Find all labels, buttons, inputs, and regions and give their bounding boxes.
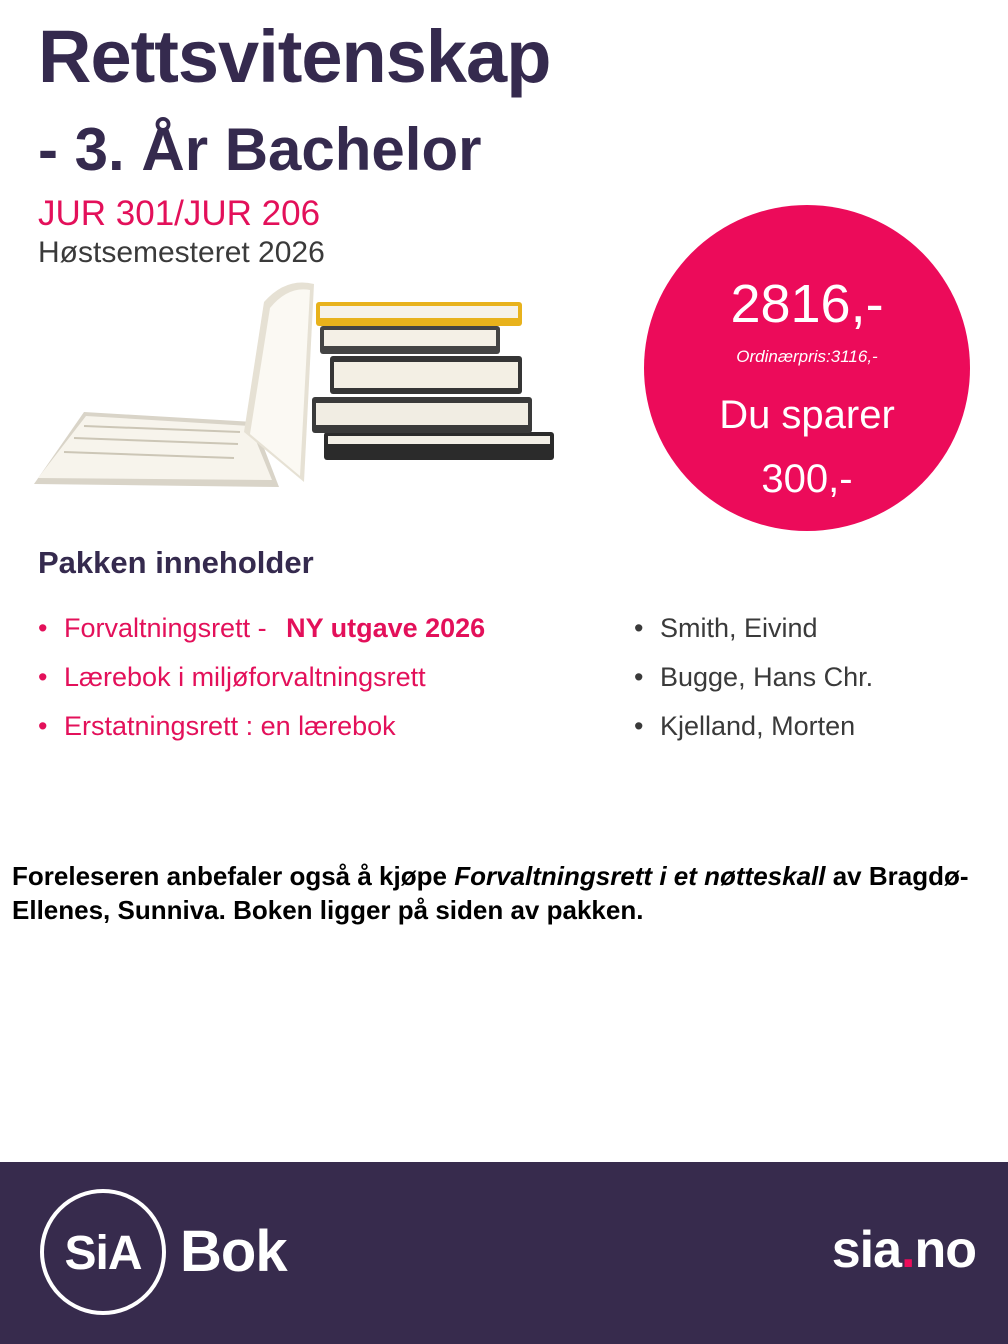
author-name: Kjelland, Morten [660, 711, 856, 741]
ordinary-price: Ordinærpris:3116,- [736, 347, 878, 366]
open-book [34, 282, 314, 487]
recommended-book-title: Forvaltningsrett i et nøtteskall [454, 861, 826, 891]
package-price: 2816,- [730, 274, 884, 334]
book-title: Forvaltningsrett - [64, 613, 275, 643]
logo-sia-text: SiA [64, 1227, 142, 1280]
course-code: JUR 301/JUR 206 [38, 194, 321, 233]
book-title: Lærebok i miljøforvaltningsrett [64, 662, 426, 692]
list-item [38, 611, 485, 660]
site-domain: no [914, 1221, 976, 1279]
list-item [634, 660, 873, 709]
list-item [38, 660, 485, 709]
list-item [38, 709, 485, 758]
recommendation-note [12, 860, 972, 928]
logo-bok-text: Bok [180, 1219, 287, 1284]
book-list [38, 611, 485, 758]
author-name: Bugge, Hans Chr. [660, 662, 874, 692]
site-link[interactable] [832, 1220, 976, 1280]
author-name: Smith, Eivind [660, 613, 818, 643]
bullet-icon: • [634, 711, 644, 741]
bullet-icon: • [634, 662, 644, 692]
book-stack-image [24, 272, 564, 492]
page-title: Rettsvitenskap [38, 15, 551, 98]
semester: Høstsemesteret 2026 [38, 236, 325, 269]
site-name: sia [831, 1221, 902, 1279]
page-subtitle: - 3. År Bachelor [38, 116, 482, 183]
note-text-before: Foreleseren anbefaler også å kjøpe [12, 861, 455, 891]
bullet-icon: • [38, 711, 48, 741]
savings-label: Du sparer [719, 393, 895, 437]
book-title: Erstatningsrett : en lærebok [64, 711, 396, 741]
closed-book-stack [312, 302, 554, 460]
savings-value: 300,- [761, 457, 853, 501]
package-heading: Pakken inneholder [38, 545, 314, 580]
bullet-icon: • [38, 613, 48, 643]
bullet-icon: • [634, 613, 644, 643]
bullet-icon: • [38, 662, 48, 692]
new-edition-badge: NY utgave 2026 [286, 613, 486, 643]
price-badge [644, 205, 970, 531]
site-dot: . [901, 1221, 915, 1279]
author-list [634, 611, 873, 758]
list-item [634, 611, 873, 660]
footer [0, 1162, 1008, 1344]
sia-logo-icon [40, 1189, 166, 1315]
list-item [634, 709, 873, 758]
note-text-after: av Bragdø-Ellenes, Sunniva. Boken ligger på siden av pakken. [12, 861, 969, 925]
